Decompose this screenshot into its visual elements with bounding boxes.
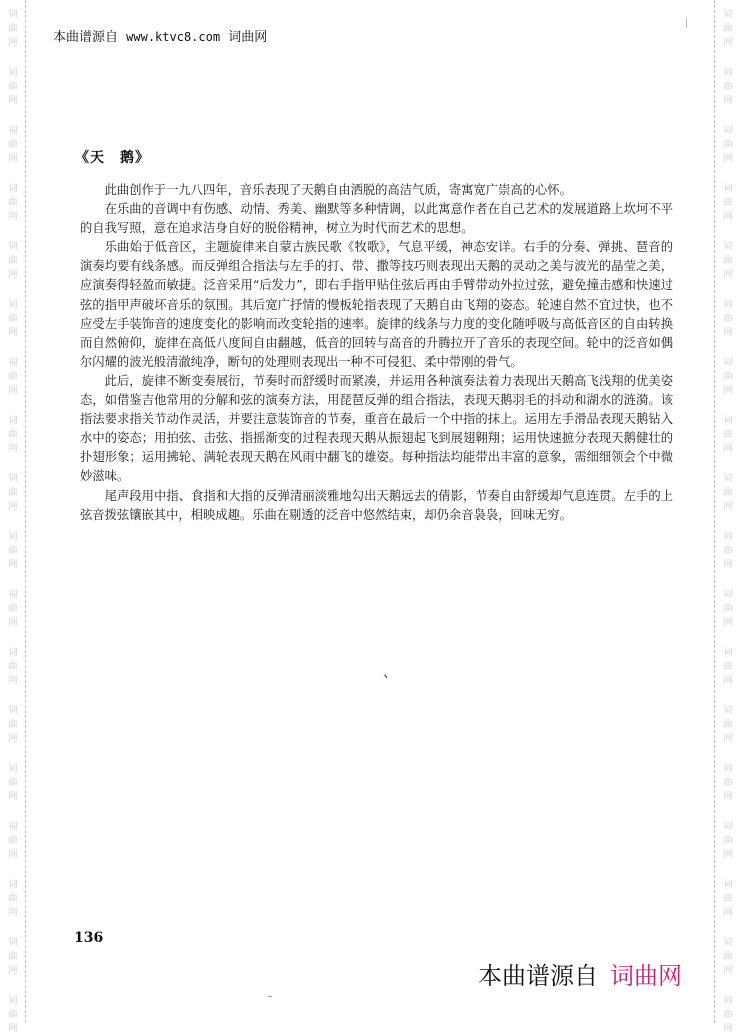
paragraph: 乐曲始于低音区，主题旋律来自蒙古族民歌《牧歌》，气息平缓，神态安详。右手的分奏、弹挑、琶音的演奏均要有线条感。而反弹组合指法与左手的打、带、撒等技巧则表现出天鹅的灵动之美与波光的晶莹之美，应演奏得轻盈而敏捷。泛音采用“后发力”，即右手指甲贴住弦后再由手臂带动外拉过弦，避免撞击感和快速过弦的指甲声破坏音乐的氛围。其后宽广抒情的慢板轮指表现了天鹅自由飞翔的姿态。轮速自然不宜过快，也不应受左手装饰音的速度变化的影响而改变轮指的速率。旋律的线条与力度的变化随呼吸与高低音区的自由转换而自然俯仰，旋律在高低八度间自由翻越，低音的回转与高音的升腾拉开了音乐的表现空间。轮中的泛音如偶尔闪耀的波光般清澈纯净，断句的处理则表现出一种不可侵犯、柔中带刚的骨气。 — [80, 240, 673, 369]
side-watermark: 词 曲 网 — [723, 416, 733, 454]
side-watermark: 词 曲 网 — [723, 590, 733, 628]
side-watermark: 词 曲 网 — [8, 764, 18, 802]
header-brand: 词曲网 — [228, 30, 268, 45]
side-watermark: 词 曲 网 — [723, 184, 733, 222]
footer-brand: 词曲网 — [610, 962, 682, 990]
paragraph: 在乐曲的音调中有伤感、动情、秀美、幽默等多种情调，以此寓意作者在自己艺术的发展道路上坎坷不平的自我写照，意在追求洁身自好的脱俗精神，树立为时代而艺术的思想。 — [80, 202, 673, 236]
side-watermark: 词 曲 网 — [8, 996, 18, 1034]
side-watermark: 词 曲 网 — [8, 880, 18, 918]
footer-site-name: 本曲谱源自 — [478, 962, 598, 990]
side-watermark: 词 曲 网 — [8, 242, 18, 280]
side-watermark: 词 曲 网 — [723, 10, 733, 48]
side-watermark: 词 曲 网 — [723, 880, 733, 918]
site-header — [53, 26, 267, 45]
side-watermark: 词 曲 网 — [723, 126, 733, 164]
side-watermark: 词 曲 网 — [8, 590, 18, 628]
side-watermark: 词 曲 网 — [8, 648, 18, 686]
page-number: 136 — [74, 930, 104, 946]
side-watermark: 词 曲 网 — [723, 242, 733, 280]
side-watermark: 词 曲 网 — [8, 822, 18, 860]
side-watermark: 词 曲 网 — [8, 126, 18, 164]
paragraph: 此曲创作于一九八四年，音乐表现了天鹅自由洒脱的高洁气质，寄寓宽广崇高的心怀。 — [104, 183, 572, 197]
side-watermark: 词 曲 网 — [723, 938, 733, 976]
side-watermark: 词 曲 网 — [723, 68, 733, 106]
side-watermark: 词 曲 网 — [723, 706, 733, 744]
side-watermark: 词 曲 网 — [8, 416, 18, 454]
side-watermark: 词 曲 网 — [723, 648, 733, 686]
side-watermark: 词 曲 网 — [8, 358, 18, 396]
side-watermark: 词 曲 网 — [723, 474, 733, 512]
scan-speck — [268, 996, 272, 997]
side-watermark: 词 曲 网 — [8, 938, 18, 976]
side-watermark: 词 曲 网 — [8, 68, 18, 106]
side-watermark: 词 曲 网 — [723, 764, 733, 802]
header-url-link[interactable]: www.ktvc8.com — [126, 30, 221, 44]
side-watermark: 词 曲 网 — [723, 996, 733, 1034]
stray-mark: 、 — [383, 665, 397, 681]
piece-title: 《天 鹅》 — [75, 150, 150, 166]
article-body — [80, 181, 673, 525]
left-watermark-strip — [0, 0, 26, 1034]
side-watermark: 词 曲 网 — [723, 532, 733, 570]
side-watermark: 词 曲 网 — [723, 358, 733, 396]
side-watermark: 词 曲 网 — [723, 822, 733, 860]
side-watermark: 词 曲 网 — [8, 706, 18, 744]
side-watermark: 词 曲 网 — [8, 184, 18, 222]
right-watermark-strip — [714, 0, 740, 1034]
side-watermark: 词 曲 网 — [8, 474, 18, 512]
crop-mark — [686, 18, 687, 28]
paragraph: 尾声段用中指、食指和大指的反弹清丽淡雅地勾出天鹅远去的倩影，节奏自由舒缓却气息连贯。左手的上弦音拨弦镶嵌其中，相映成趣。乐曲在剔透的泛音中悠然结束，却仍余音袅袅，回味无穷。 — [80, 488, 673, 522]
side-watermark: 词 曲 网 — [8, 532, 18, 570]
header-site-name: 本曲谱源自 — [53, 30, 119, 45]
footer-watermark-logo — [478, 956, 682, 991]
side-watermark: 词 曲 网 — [723, 300, 733, 338]
paragraph: 此后，旋律不断变奏展衍，节奏时而舒缓时而紧凑，并运用各种演奏法着力表现出天鹅高飞浅翔的优美姿态，如借鉴吉他常用的分解和弦的演奏方法，用琵琶反弹的组合指法，表现天鹅羽毛的抖动和湖水的涟漪。该指法要求指关节动作灵活，并要注意装饰音的节奏，重音在最后一个中指的抹上。运用左手滑品表现天鹅钻入水中的姿态；用拍弦、击弦、指摇渐变的过程表现天鹅从振翅起飞到展翅翱翔；运用快速摭分表现天鹅健壮的扑翅形象；运用拂轮、满轮表现天鹅在风雨中翻飞的雄姿。每种指法均能带出丰富的意象，需细细领会个中微妙滋味。 — [80, 373, 673, 484]
side-watermark: 词 曲 网 — [8, 300, 18, 338]
side-watermark: 词 曲 网 — [8, 10, 18, 48]
